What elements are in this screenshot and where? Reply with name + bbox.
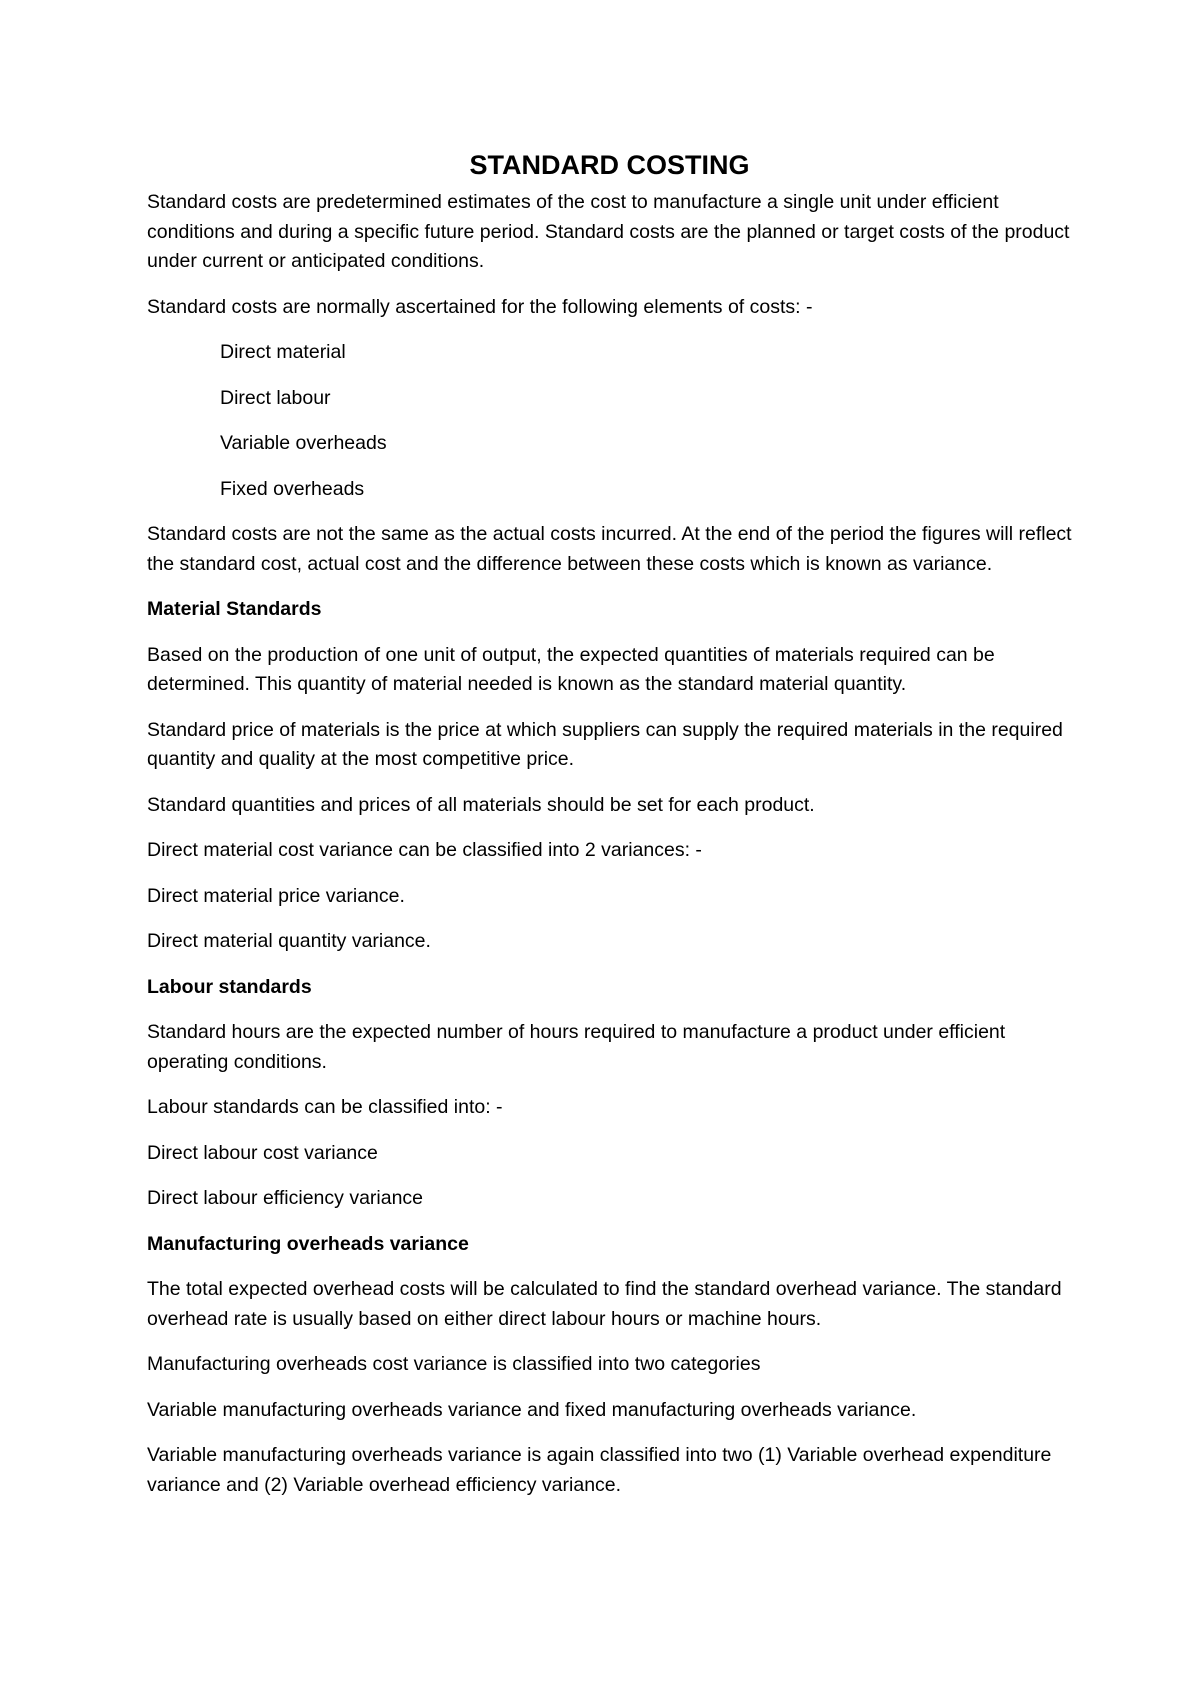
material-variance-item: Direct material price variance. xyxy=(147,884,405,907)
overheads-paragraph: Variable manufacturing overheads variance is again classified into two (1) Variable overhead expenditure variance and (2) Variable overhead efficiency variance. xyxy=(147,1444,1052,1496)
overheads-paragraph: The total expected overhead costs will be calculated to find the standard overhead variance. The standard overhead rate is usually based on either direct labour hours or machine hours. xyxy=(147,1278,1062,1330)
labour-variance-item: Direct labour cost variance xyxy=(147,1141,378,1164)
cost-element-item: Direct material xyxy=(220,341,346,363)
material-variance-item: Direct material quantity variance. xyxy=(147,930,431,952)
material-standards-heading: Material Standards xyxy=(147,598,322,620)
labour-variance-item: Direct labour efficiency variance xyxy=(147,1187,424,1209)
labour-paragraph: Standard hours are the expected number of hours required to manufacture a product under efficient operating conditions. xyxy=(147,1021,1006,1073)
document-title: STANDARD COSTING xyxy=(469,150,750,180)
intro-paragraph: Standard costs are predetermined estimates of the cost to manufacture a single unit under efficient conditions and during a specific future period. Standard costs are the planned or target costs of the product under current or anticipated conditions. xyxy=(147,191,1070,272)
overheads-paragraph: Manufacturing overheads cost variance is classified into two categories xyxy=(147,1353,761,1375)
overheads-variance-heading: Manufacturing overheads variance xyxy=(147,1232,469,1255)
elements-intro-paragraph: Standard costs are normally ascertained for the following elements of costs: - xyxy=(147,295,813,318)
material-paragraph: Standard price of materials is the price at which suppliers can supply the required materials in the required quantity and quality at the most competitive price. xyxy=(147,718,1063,770)
document-body xyxy=(147,148,1072,1516)
cost-element-item: Variable overheads xyxy=(220,432,387,454)
material-paragraph: Based on the production of one unit of output, the expected quantities of materials required can be determined. This quantity of material needed is known as the standard material quantity. xyxy=(147,643,995,695)
overheads-paragraph: Variable manufacturing overheads variance and fixed manufacturing overheads variance. xyxy=(147,1398,917,1421)
material-paragraph: Standard quantities and prices of all materials should be set for each product. xyxy=(147,793,815,816)
cost-element-item: Fixed overheads xyxy=(220,477,365,500)
labour-standards-heading: Labour standards xyxy=(147,975,312,998)
cost-element-item: Direct labour xyxy=(220,386,331,409)
material-paragraph: Direct material cost variance can be classified into 2 variances: - xyxy=(147,839,702,861)
variance-definition-paragraph: Standard costs are not the same as the actual costs incurred. At the end of the period the figures will reflect the standard cost, actual cost and the difference between these costs which is known as variance. xyxy=(147,523,1072,575)
labour-paragraph: Labour standards can be classified into: - xyxy=(147,1096,503,1118)
